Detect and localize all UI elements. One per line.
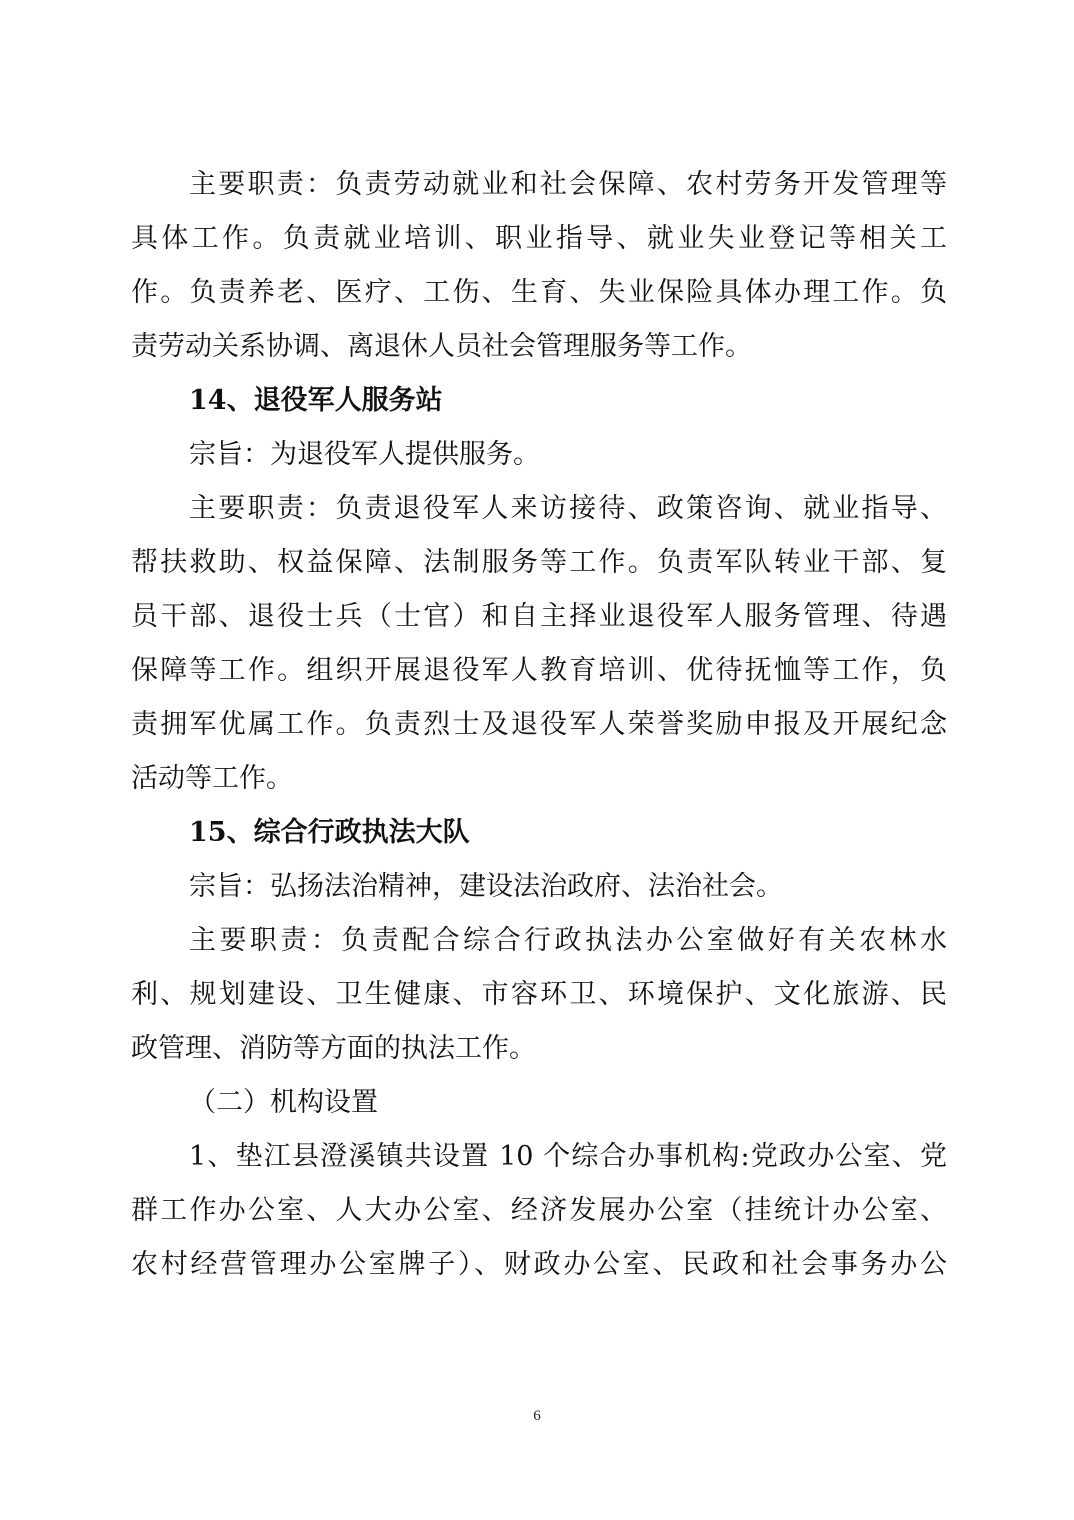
paragraph-line: 主要职责：负责退役军人来访接待、政策咨询、就业指导、: [189, 493, 947, 524]
page-number: 6: [533, 1408, 541, 1424]
paragraph-line: 宗旨：为退役军人提供服务。: [189, 439, 540, 470]
paragraph-line: 员干部、退役士兵（士官）和自主择业退役军人服务管理、待遇: [131, 601, 947, 632]
subsection-heading: （二）机构设置: [189, 1087, 378, 1118]
paragraph-line: 具体工作。负责就业培训、职业指导、就业失业登记等相关工: [131, 223, 947, 254]
paragraph-line: 责劳动关系协调、离退休人员社会管理服务等工作。: [131, 331, 752, 362]
section-heading: 14、退役军人服务站: [189, 385, 443, 416]
paragraph-line: 宗旨：弘扬法治精神，建设法治政府、法治社会。: [189, 871, 783, 902]
paragraph-line: 群工作办公室、人大办公室、经济发展办公室（挂统计办公室、: [131, 1195, 947, 1226]
paragraph-line: 帮扶救助、权益保障、法制服务等工作。负责军队转业干部、复: [131, 547, 947, 578]
paragraph-line: 责拥军优属工作。负责烈士及退役军人荣誉奖励申报及开展纪念: [131, 709, 947, 740]
paragraph-line: 活动等工作。: [131, 763, 293, 794]
paragraph-line: 主要职责：负责劳动就业和社会保障、农村劳务开发管理等: [189, 169, 947, 200]
section-heading: 15、综合行政执法大队: [189, 817, 470, 848]
paragraph-line: 1、垫江县澄溪镇共设置 10 个综合办事机构:党政办公室、党: [189, 1141, 947, 1172]
paragraph-line: 作。负责养老、医疗、工伤、生育、失业保险具体办理工作。负: [131, 277, 947, 308]
paragraph-line: 政管理、消防等方面的执法工作。: [131, 1033, 536, 1064]
paragraph-line: 农村经营管理办公室牌子）、财政办公室、民政和社会事务办公: [131, 1249, 947, 1280]
paragraph-line: 保障等工作。组织开展退役军人教育培训、优待抚恤等工作，负: [131, 655, 947, 686]
paragraph-line: 利、规划建设、卫生健康、市容环卫、环境保护、文化旅游、民: [131, 979, 947, 1010]
paragraph-line: 主要职责：负责配合综合行政执法办公室做好有关农林水: [189, 925, 947, 956]
document-body: [131, 158, 947, 1292]
